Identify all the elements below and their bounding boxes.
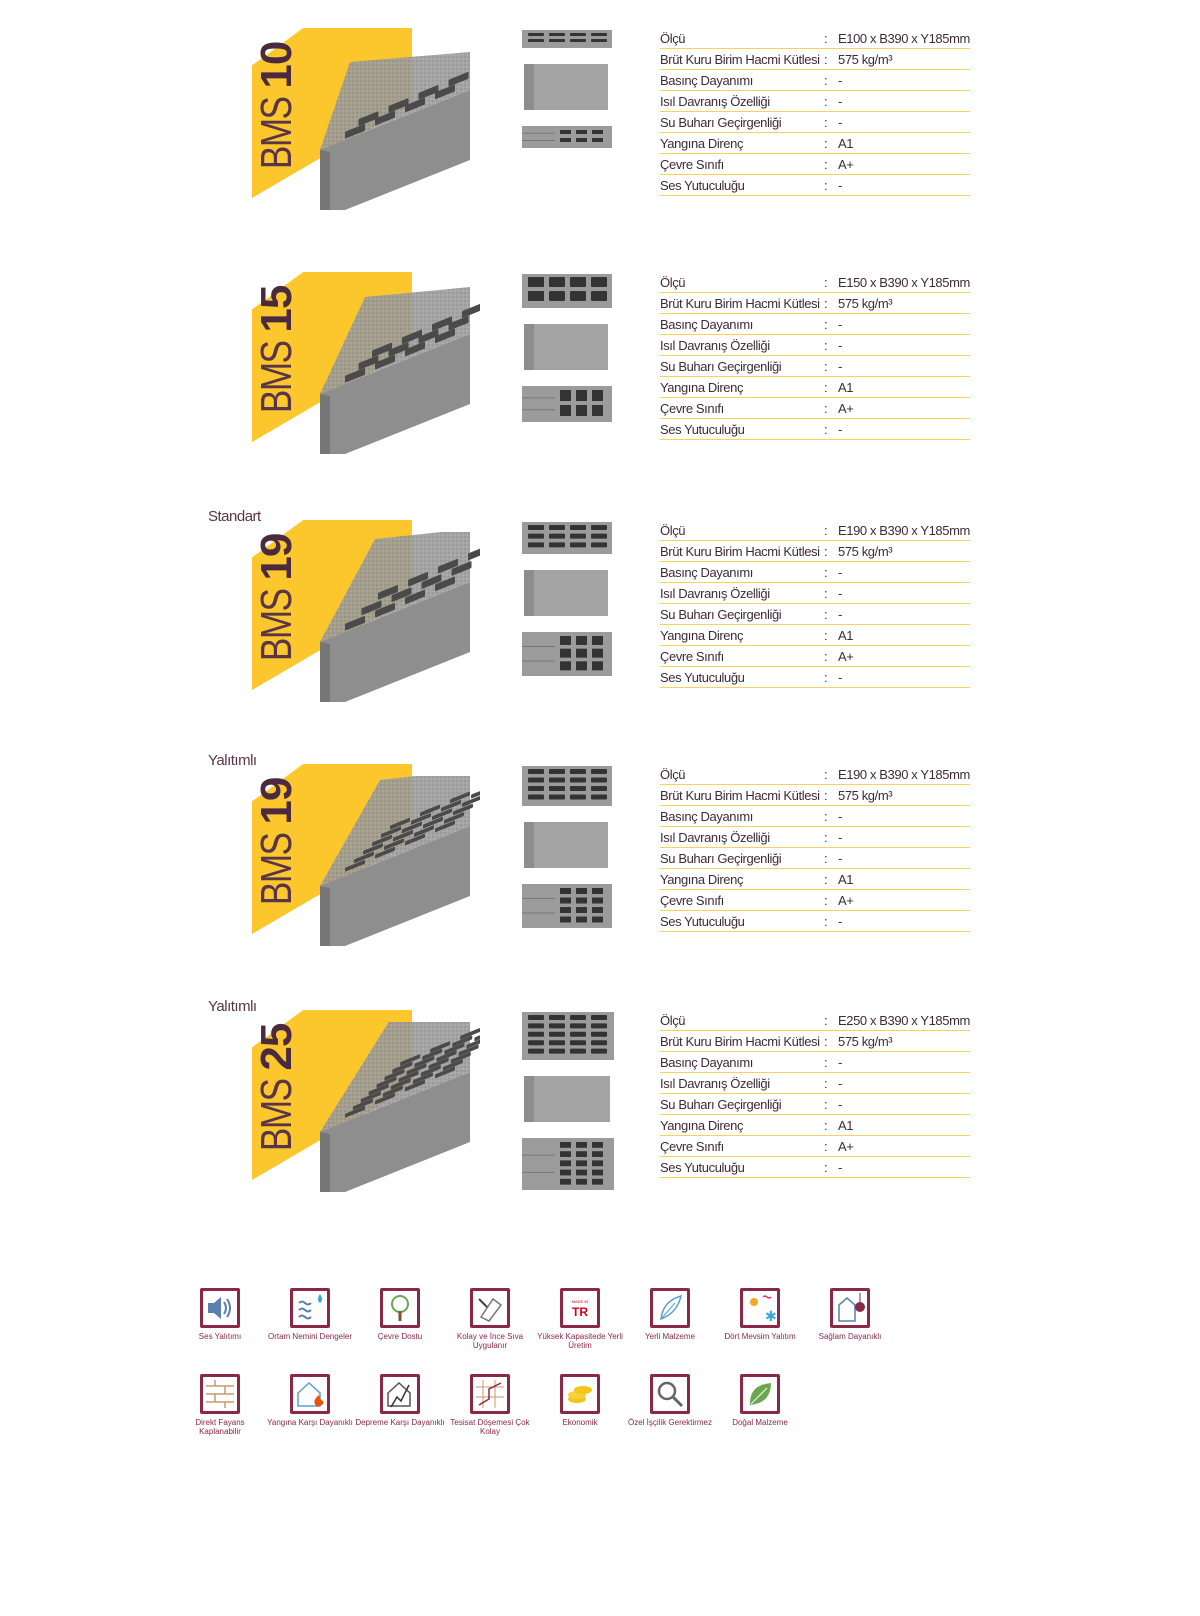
feature-label: Ortam Nemini Dengeler — [267, 1332, 353, 1341]
product-title — [252, 777, 301, 914]
spec-row — [660, 377, 970, 398]
spec-row — [660, 1010, 970, 1031]
spec-row — [660, 28, 970, 49]
spec-value: - — [838, 585, 842, 601]
spec-colon: : — [824, 337, 828, 353]
spec-value: A1 — [838, 627, 854, 643]
feature-item — [445, 1374, 535, 1436]
spec-row — [660, 91, 970, 112]
spec-label: Isıl Davranış Özelliği — [660, 1075, 770, 1091]
spec-row — [660, 827, 970, 848]
spec-value: - — [838, 1159, 842, 1175]
product-number: 15 — [252, 285, 301, 333]
spec-colon: : — [824, 766, 828, 782]
spec-colon: : — [824, 421, 828, 437]
magnifier-icon — [650, 1374, 690, 1414]
spec-row — [660, 911, 970, 932]
spec-value: - — [838, 606, 842, 622]
spec-row — [660, 764, 970, 785]
spec-value: E150 x B390 x Y185mm — [838, 274, 970, 290]
spec-value: A+ — [838, 156, 854, 172]
spec-label: Ses Yutuculuğu — [660, 913, 745, 929]
spec-row — [660, 1073, 970, 1094]
spec-row — [660, 1094, 970, 1115]
feature-item — [715, 1374, 805, 1427]
trowel-icon — [470, 1288, 510, 1328]
product-section — [0, 752, 1200, 994]
feature-label: Ses Yalıtımı — [198, 1332, 242, 1341]
feature-item — [715, 1288, 805, 1341]
feature-label: Yüksek Kapasitede Yerli Üretim — [537, 1332, 623, 1350]
spec-value: - — [838, 829, 842, 845]
spec-value: A1 — [838, 871, 854, 887]
pipes-icon — [470, 1374, 510, 1414]
spec-row — [660, 890, 970, 911]
spec-label: Brüt Kuru Birim Hacmi Kütlesi — [660, 51, 820, 67]
block-views-image — [520, 520, 620, 710]
spec-label: Ölçü — [660, 30, 686, 46]
spec-colon: : — [824, 669, 828, 685]
spec-colon: : — [824, 1012, 828, 1028]
feature-item — [625, 1288, 715, 1341]
product-number: 10 — [252, 41, 301, 89]
feature-item — [805, 1288, 895, 1341]
spec-label: Su Buharı Geçirgenliği — [660, 114, 782, 130]
feature-item — [265, 1374, 355, 1427]
spec-colon: : — [824, 295, 828, 311]
speaker-icon — [200, 1288, 240, 1328]
block-3d-image — [300, 532, 480, 702]
spec-value: 575 kg/m³ — [838, 51, 893, 67]
product-number: 19 — [252, 777, 301, 825]
leaf-icon — [740, 1374, 780, 1414]
spec-table — [660, 272, 970, 440]
feature-label: Depreme Karşı Dayanıklı — [355, 1418, 445, 1427]
spec-value: - — [838, 1054, 842, 1070]
product-subtitle: Standart — [208, 508, 261, 525]
spec-colon: : — [824, 522, 828, 538]
spec-label: Isıl Davranış Özelliği — [660, 93, 770, 109]
humidity-icon — [290, 1288, 330, 1328]
spec-colon: : — [824, 1033, 828, 1049]
feature-label: Çevre Dostu — [377, 1332, 423, 1341]
spec-value: - — [838, 177, 842, 193]
spec-label: Çevre Sınıfı — [660, 648, 724, 664]
feature-label: Tesisat Döşemesi Çok Kolay — [450, 1418, 530, 1436]
spec-value: E100 x B390 x Y185mm — [838, 30, 970, 46]
spec-row — [660, 419, 970, 440]
spec-row — [660, 667, 970, 688]
spec-value: - — [838, 850, 842, 866]
spec-value: - — [838, 1096, 842, 1112]
brick-wall-icon — [200, 1374, 240, 1414]
spec-label: Su Buharı Geçirgenliği — [660, 606, 782, 622]
spec-label: Isıl Davranış Özelliği — [660, 829, 770, 845]
feature-item — [355, 1288, 445, 1341]
spec-label: Yangına Direnç — [660, 871, 744, 887]
spec-label: Ses Yutuculuğu — [660, 1159, 745, 1175]
spec-value: E190 x B390 x Y185mm — [838, 522, 970, 538]
spec-row — [660, 1115, 970, 1136]
wrecking-ball-icon — [830, 1288, 870, 1328]
feature-item — [445, 1288, 535, 1350]
spec-table — [660, 520, 970, 688]
feature-item — [355, 1374, 445, 1427]
product-title — [252, 533, 301, 670]
tr-text: TR — [572, 1305, 588, 1319]
spec-label: Brüt Kuru Birim Hacmi Kütlesi — [660, 787, 820, 803]
feature-item — [625, 1374, 715, 1427]
spec-row — [660, 848, 970, 869]
block-views-image — [520, 1010, 620, 1200]
spec-table — [660, 28, 970, 196]
block-views-image — [520, 272, 620, 462]
product-prefix: BMS — [252, 589, 301, 662]
spec-label: Yangına Direnç — [660, 135, 744, 151]
spec-value: 575 kg/m³ — [838, 787, 893, 803]
spec-row — [660, 1157, 970, 1178]
spec-row — [660, 625, 970, 646]
spec-label: Basınç Dayanımı — [660, 72, 753, 88]
spec-colon: : — [824, 1159, 828, 1175]
spec-label: Brüt Kuru Birim Hacmi Kütlesi — [660, 295, 820, 311]
spec-label: Su Buharı Geçirgenliği — [660, 850, 782, 866]
spec-row — [660, 49, 970, 70]
spec-row — [660, 112, 970, 133]
spec-colon: : — [824, 274, 828, 290]
spec-row — [660, 356, 970, 377]
product-prefix: BMS — [252, 833, 301, 906]
block-3d-image — [300, 1022, 480, 1192]
coins-icon — [560, 1374, 600, 1414]
spec-row — [660, 154, 970, 175]
spec-label: Ölçü — [660, 522, 686, 538]
spec-label: Çevre Sınıfı — [660, 156, 724, 172]
spec-value: - — [838, 1075, 842, 1091]
feature-label: Yerli Malzeme — [645, 1332, 695, 1341]
product-title — [252, 1023, 301, 1160]
spec-row — [660, 70, 970, 91]
spec-colon: : — [824, 892, 828, 908]
spec-label: Ölçü — [660, 766, 686, 782]
spec-colon: : — [824, 543, 828, 559]
spec-label: Basınç Dayanımı — [660, 808, 753, 824]
spec-colon: : — [824, 379, 828, 395]
spec-label: Çevre Sınıfı — [660, 400, 724, 416]
block-views-image — [520, 28, 620, 218]
spec-value: E250 x B390 x Y185mm — [838, 1012, 970, 1028]
tree-icon — [380, 1288, 420, 1328]
spec-colon: : — [824, 400, 828, 416]
spec-row — [660, 175, 970, 196]
product-number: 19 — [252, 533, 301, 581]
spec-row — [660, 646, 970, 667]
spec-row — [660, 604, 970, 625]
feature-label: Özel İşçilik Gerektirmez — [627, 1418, 712, 1427]
product-subtitle: Yalıtımlı — [208, 998, 257, 1015]
spec-row — [660, 1031, 970, 1052]
spec-value: - — [838, 72, 842, 88]
product-prefix: BMS — [252, 341, 301, 414]
spec-label: Brüt Kuru Birim Hacmi Kütlesi — [660, 1033, 820, 1049]
product-section — [0, 28, 1200, 258]
spec-table — [660, 764, 970, 932]
spec-row — [660, 398, 970, 419]
spec-colon: : — [824, 1138, 828, 1154]
spec-row — [660, 583, 970, 604]
fire-house-icon — [290, 1374, 330, 1414]
spec-row — [660, 335, 970, 356]
product-section — [0, 508, 1200, 750]
spec-colon: : — [824, 316, 828, 332]
spec-label: Ölçü — [660, 1012, 686, 1028]
block-3d-image — [300, 284, 480, 454]
spec-value: A+ — [838, 1138, 854, 1154]
spec-label: Çevre Sınıfı — [660, 1138, 724, 1154]
spec-colon: : — [824, 850, 828, 866]
spec-table — [660, 1010, 970, 1178]
product-title — [252, 41, 301, 178]
spec-row — [660, 520, 970, 541]
spec-value: A+ — [838, 648, 854, 664]
product-subtitle: Yalıtımlı — [208, 752, 257, 769]
spec-colon: : — [824, 585, 828, 601]
spec-colon: : — [824, 808, 828, 824]
block-views-image — [520, 764, 620, 954]
spec-label: Ses Yutuculuğu — [660, 421, 745, 437]
spec-row — [660, 562, 970, 583]
feature-item — [265, 1288, 355, 1341]
spec-label: Ses Yutuculuğu — [660, 669, 745, 685]
feature-item — [535, 1288, 625, 1350]
spec-label: Ölçü — [660, 274, 686, 290]
feather-icon — [650, 1288, 690, 1328]
spec-value: A+ — [838, 892, 854, 908]
product-prefix: BMS — [252, 97, 301, 170]
spec-value: - — [838, 316, 842, 332]
spec-colon: : — [824, 871, 828, 887]
spec-label: Basınç Dayanımı — [660, 1054, 753, 1070]
spec-colon: : — [824, 93, 828, 109]
block-3d-image — [300, 40, 480, 210]
spec-value: 575 kg/m³ — [838, 295, 893, 311]
svg-text:✱: ✱ — [765, 1309, 777, 1325]
spec-label: Yangına Direnç — [660, 379, 744, 395]
block-3d-image — [300, 776, 480, 946]
spec-label: Basınç Dayanımı — [660, 564, 753, 580]
spec-label: Basınç Dayanımı — [660, 316, 753, 332]
spec-label: Yangına Direnç — [660, 1117, 744, 1133]
spec-label: Brüt Kuru Birim Hacmi Kütlesi — [660, 543, 820, 559]
spec-value: A1 — [838, 1117, 854, 1133]
spec-colon: : — [824, 829, 828, 845]
spec-colon: : — [824, 1096, 828, 1112]
spec-colon: : — [824, 1075, 828, 1091]
spec-value: A1 — [838, 135, 854, 151]
spec-colon: : — [824, 1117, 828, 1133]
spec-value: - — [838, 564, 842, 580]
spec-row — [660, 293, 970, 314]
feature-label: Direkt Fayans Kaplanabilir — [195, 1418, 245, 1436]
product-prefix: BMS — [252, 1079, 301, 1152]
spec-label: Isıl Davranış Özelliği — [660, 337, 770, 353]
feature-label: Kolay ve İnce Sıva Uygulanır — [456, 1332, 524, 1350]
feature-label: Sağlam Dayanıklı — [818, 1332, 882, 1341]
spec-colon: : — [824, 913, 828, 929]
spec-value: - — [838, 421, 842, 437]
spec-colon: : — [824, 606, 828, 622]
feature-label: Ekonomik — [562, 1418, 598, 1427]
feature-label: Yangına Karşı Dayanıklı — [267, 1418, 353, 1427]
feature-item — [535, 1374, 625, 1427]
sun-snow-icon — [740, 1288, 780, 1328]
feature-label: Dört Mevsim Yalıtım — [724, 1332, 796, 1341]
spec-label: Yangına Direnç — [660, 627, 744, 643]
spec-colon: : — [824, 72, 828, 88]
made-in-text: MADE IN — [571, 1299, 589, 1304]
spec-value: A1 — [838, 379, 854, 395]
spec-row — [660, 785, 970, 806]
product-section — [0, 272, 1200, 502]
spec-colon: : — [824, 177, 828, 193]
product-section — [0, 998, 1200, 1240]
spec-row — [660, 1052, 970, 1073]
spec-colon: : — [824, 135, 828, 151]
spec-colon: : — [824, 51, 828, 67]
made-in-tr-icon — [560, 1288, 600, 1328]
spec-colon: : — [824, 648, 828, 664]
spec-row — [660, 133, 970, 154]
spec-value: - — [838, 358, 842, 374]
spec-label: Çevre Sınıfı — [660, 892, 724, 908]
spec-value: 575 kg/m³ — [838, 543, 893, 559]
spec-colon: : — [824, 30, 828, 46]
spec-value: 575 kg/m³ — [838, 1033, 893, 1049]
feature-item — [175, 1288, 265, 1341]
spec-colon: : — [824, 358, 828, 374]
spec-row — [660, 806, 970, 827]
spec-value: - — [838, 808, 842, 824]
spec-label: Ses Yutuculuğu — [660, 177, 745, 193]
spec-value: - — [838, 114, 842, 130]
product-title — [252, 285, 301, 422]
spec-label: Su Buharı Geçirgenliği — [660, 358, 782, 374]
spec-value: - — [838, 913, 842, 929]
spec-colon: : — [824, 627, 828, 643]
product-number: 25 — [252, 1023, 301, 1071]
spec-label: Isıl Davranış Özelliği — [660, 585, 770, 601]
spec-value: E190 x B390 x Y185mm — [838, 766, 970, 782]
feature-label: Doğal Malzeme — [732, 1418, 788, 1427]
spec-colon: : — [824, 114, 828, 130]
spec-row — [660, 1136, 970, 1157]
spec-colon: : — [824, 1054, 828, 1070]
spec-colon: : — [824, 787, 828, 803]
spec-value: - — [838, 337, 842, 353]
feature-item — [175, 1374, 265, 1436]
spec-row — [660, 869, 970, 890]
spec-colon: : — [824, 564, 828, 580]
spec-row — [660, 314, 970, 335]
earthquake-icon — [380, 1374, 420, 1414]
spec-label: Su Buharı Geçirgenliği — [660, 1096, 782, 1112]
spec-row — [660, 541, 970, 562]
spec-colon: : — [824, 156, 828, 172]
spec-row — [660, 272, 970, 293]
spec-value: - — [838, 93, 842, 109]
spec-value: - — [838, 669, 842, 685]
spec-value: A+ — [838, 400, 854, 416]
